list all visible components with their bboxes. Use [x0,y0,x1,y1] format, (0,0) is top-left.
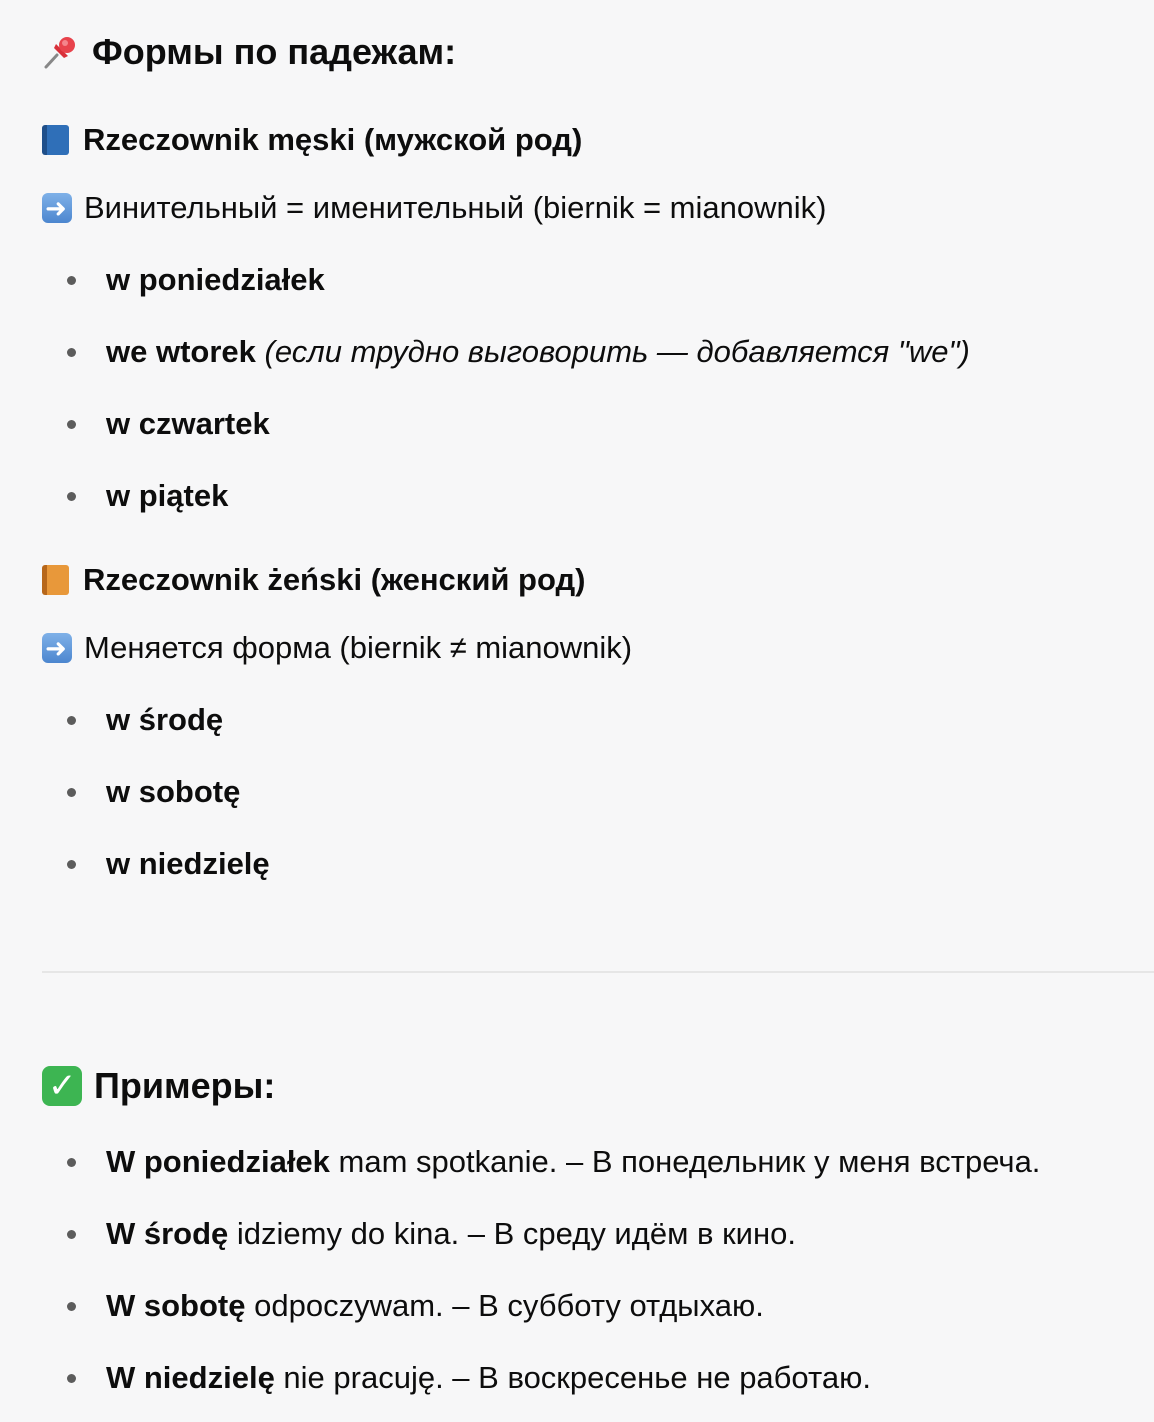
orange-book-icon [42,565,69,595]
feminine-heading [42,560,586,600]
bullet-dot [67,492,76,501]
masculine-note [42,188,826,228]
bullet-dot [67,348,76,357]
masculine-heading-text: Rzeczownik męski (мужской род) [83,122,583,157]
example-phrase: W sobotę [106,1288,246,1323]
day-form-note: (если трудно выговорить — добавляется "we") [264,334,970,369]
day-form: w sobotę [106,774,241,809]
bullet-dot [67,716,76,725]
day-form: w środę [106,702,224,737]
example-phrase: W poniedziałek [106,1144,330,1179]
forms-heading [42,30,456,74]
right-arrow-icon [42,193,72,223]
example-phrase: W środę [106,1216,229,1251]
blue-book-icon [42,125,69,155]
day-form: w poniedziałek [106,262,325,297]
forms-heading-text: Формы по падежам: [92,31,457,72]
example-phrase: W niedzielę [106,1360,275,1395]
example-sentence: mam spotkanie. – В понедельник у меня встреча. [329,1144,1041,1179]
example-sentence: idziemy do kina. – В среду идём в кино. [228,1216,796,1251]
masculine-note-text: Винительный = именительный (biernik = mianownik) [84,190,827,225]
pushpin-icon [42,34,78,70]
day-form: w niedzielę [106,846,270,881]
example-sentence: odpoczywam. – В субботу отдыхаю. [245,1288,764,1323]
day-form: w piątek [106,478,229,513]
masculine-heading [42,120,582,160]
horizontal-divider [42,971,1154,973]
examples-heading-text: Примеры: [94,1065,276,1106]
example-sentence: nie pracuję. – В воскресенье не работаю. [274,1360,871,1395]
right-arrow-icon [42,633,72,663]
feminine-heading-text: Rzeczownik żeński (женский род) [83,562,586,597]
feminine-note-text: Меняется форма (biernik ≠ mianownik) [84,630,633,665]
bullet-dot [67,276,76,285]
bullet-dot [67,1230,76,1239]
feminine-note [42,628,632,668]
bullet-dot [67,1302,76,1311]
bullet-dot [67,860,76,869]
bullet-dot [67,788,76,797]
bullet-dot [67,420,76,429]
bullet-dot [67,1374,76,1383]
bullet-dot [67,1158,76,1167]
check-mark-icon [42,1066,82,1106]
day-form: w czwartek [106,406,270,441]
examples-heading [42,1064,275,1108]
day-form: we wtorek [106,334,256,369]
